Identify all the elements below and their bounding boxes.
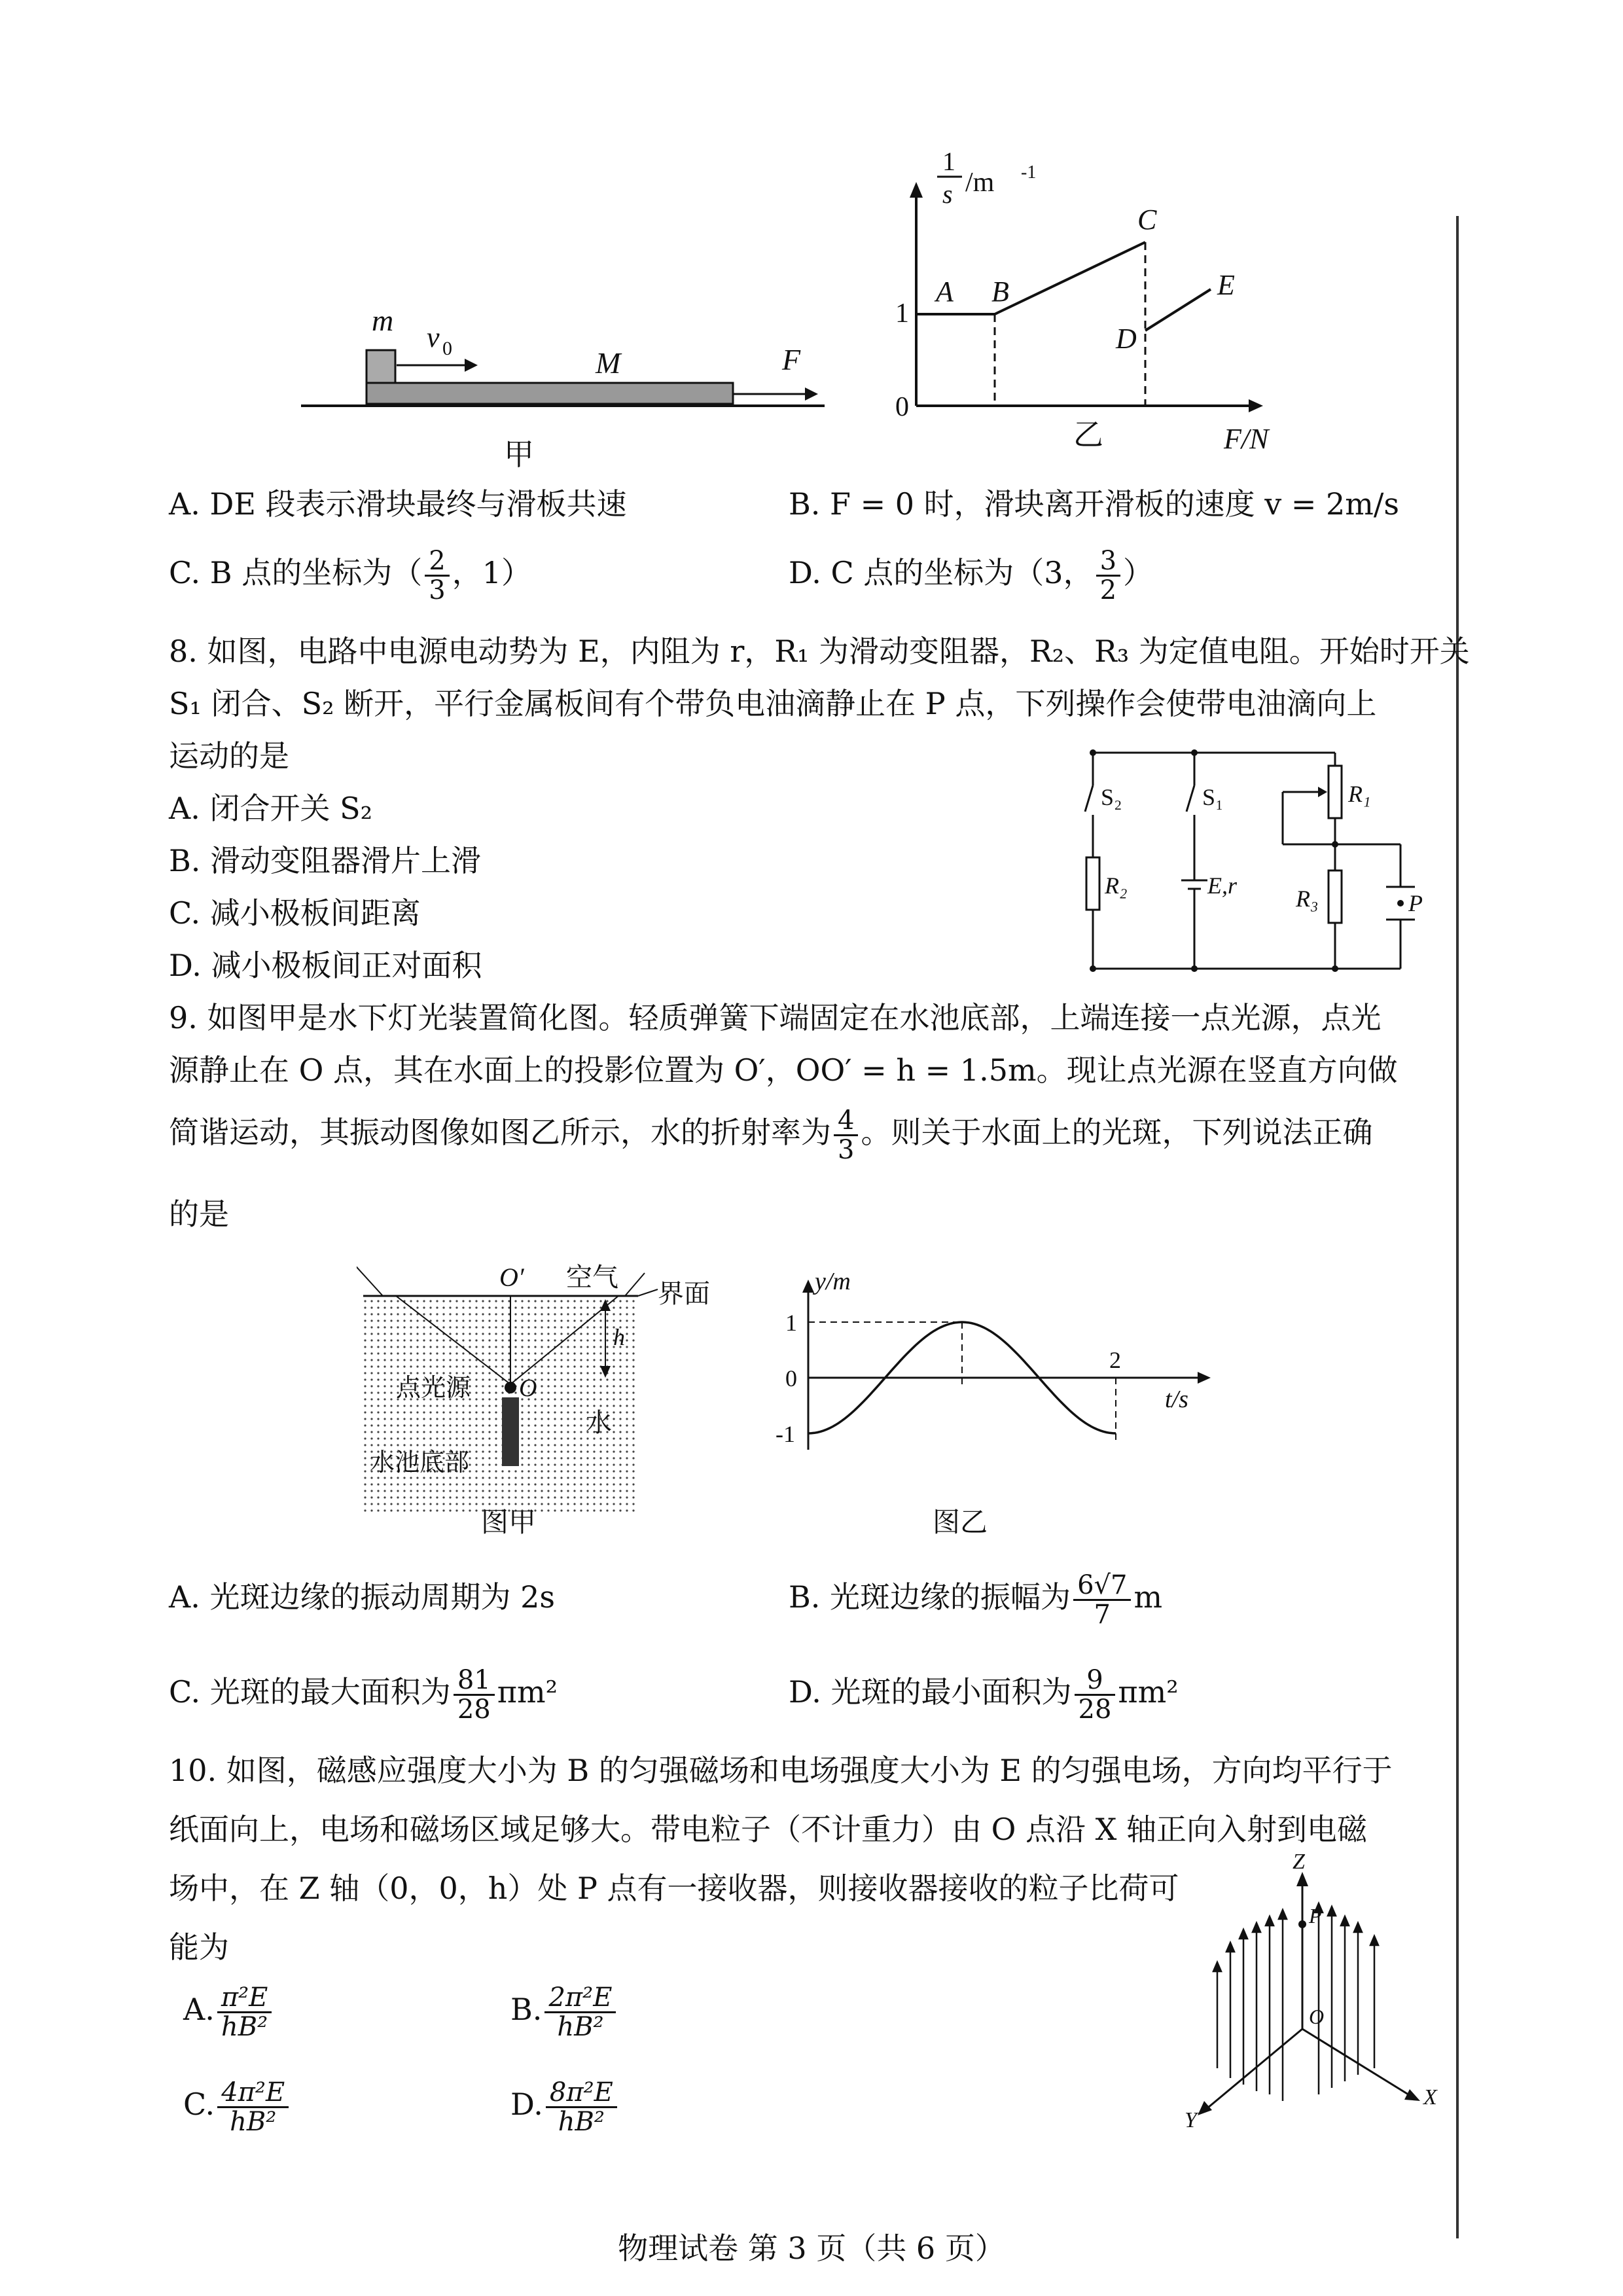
label-v0-sub: 0 [442,338,452,359]
label-p: P [1309,1904,1322,1928]
label-bottom: 水池底部 [370,1449,470,1477]
label-o: O [1309,2005,1325,2028]
q10-option-c: C. $\frac{\text{4π²E}}{\text{hB²}}$ [183,2078,291,2136]
figure-yi [877,151,1309,491]
q8-option-b: B. 滑动变阻器滑片上滑 [169,843,482,878]
caption-q9-yi: 图乙 [933,1508,988,1535]
q7-option-c: C. B 点的坐标为（ $\frac{2}{3}$ ，1） [169,545,531,605]
label-p: P [1408,890,1423,916]
page-footer-text: 物理试卷 第 3 页（共 6 页） [618,2231,1005,2266]
label-r1: R₁ [1348,781,1371,807]
label-h: h [613,1324,625,1350]
field-arrowhead [1253,1923,1260,1932]
field-arrowhead [1354,1923,1362,1932]
label-x: X [1423,2085,1437,2109]
q10-line-2: 纸面向上，电场和磁场区域足够大。带电粒子（不计重力）由 O 点沿 X 轴正向入射到电磁 [169,1812,1367,1847]
field-arrowhead [1279,1910,1287,1919]
field-arrowhead [1370,1936,1378,1945]
q9-option-b: B. 光斑边缘的振幅为 $\frac{6√7}{7}$ m [789,1570,1163,1630]
q8-line-3: 运动的是 [169,738,289,774]
q8-option-a: A. 闭合开关 S₂ [169,791,373,826]
q9-line-1: 9. 如图甲是水下灯光装置简化图。轻质弹簧下端固定在水池底部，上端连接一点光源，点光 [169,1000,1382,1035]
field-arrowhead [1213,1962,1221,1971]
circuit-diagram [1073,740,1440,988]
point-E: E [1217,269,1235,301]
label-o: O [519,1374,537,1402]
q9-line-3: 简谐运动，其振动图像如图乙所示，水的折射率为 $\frac{4}{3}$ 。则关于水面上的光斑，下列说法正确 [169,1105,1373,1165]
caption-jia: 甲 [504,438,534,471]
y-axis-unit-sup: -1 [1021,162,1037,183]
q10-option-d: D. $\frac{\text{8π²E}}{\text{hB²}}$ [510,2078,620,2136]
label-s2: S₂ [1101,784,1122,810]
figure-q9-jia [357,1260,736,1535]
caption-yi: 乙 [1073,418,1103,452]
label-air: 空气 [566,1263,618,1292]
field-arrowhead [1226,1943,1234,1952]
label-light: 点光源 [396,1374,471,1402]
q10-option-b: B. $\frac{\text{2π²E}}{\text{hB²}}$ [510,1983,618,2041]
q7-option-b: B. F = 0 时，滑块离开滑板的速度 v = 2m/s [789,486,1400,522]
label-o-prime: O′ [499,1263,524,1292]
label-r2: R₂ [1105,872,1128,899]
q7-option-a: A. DE 段表示滑块最终与滑板共速 [169,486,627,522]
field-arrowhead [1266,1916,1274,1926]
q10-line-3: 场中，在 Z 轴（0，0，h）处 P 点有一接收器，则接收器接收的粒子比荷可 [169,1871,1179,1906]
tick-2: 2 [1109,1347,1121,1373]
q9-option-c: C. 光斑的最大面积为 $\frac{81}{28}$ πm² [169,1664,558,1725]
axis-t-label: t/s [1165,1386,1188,1413]
x-axis-label: F/N [1224,423,1269,455]
q10-line-4: 能为 [169,1929,229,1965]
q9-line-2: 源静止在 O 点，其在水面上的投影位置为 O′，OO′ = h = 1.5m。现让点光源在竖直方向做 [169,1052,1398,1088]
label-m: m [372,304,394,337]
field-arrowhead [1341,1916,1349,1926]
label-y: Y [1185,2108,1197,2132]
figure-q9-yi [753,1260,1224,1535]
caption-q9-jia: 图甲 [481,1508,537,1535]
label-z: Z [1293,1852,1305,1874]
q8-option-d: D. 减小极板间正对面积 [169,948,482,983]
figure-q10-axes [1178,1852,1453,2140]
q9-option-a: A. 光斑边缘的振动周期为 2s [169,1579,555,1615]
q7-option-d: D. C 点的坐标为（3， $\frac{3}{2}$ ） [789,545,1154,605]
label-s1: S₁ [1202,784,1224,810]
y-axis-s: s [942,179,953,209]
q10-line-1: 10. 如图，磁感应强度大小为 B 的匀强磁场和电场强度大小为 E 的匀强电场，方向均平行于 [169,1753,1393,1788]
field-arrowhead [1240,1929,1247,1939]
label-M: M [596,346,621,380]
figure-jia [288,288,851,484]
point-B: B [991,276,1009,308]
tick-0: 0 [785,1365,797,1391]
axis-y-label: y/m [815,1268,851,1295]
point-D: D [1116,323,1137,355]
q9-line-4: 的是 [169,1196,229,1232]
label-interface: 界面 [658,1279,710,1308]
q9-option-d: D. 光斑的最小面积为 $\frac{9}{28}$ πm² [789,1664,1179,1725]
q8-option-c: C. 减小极板间距离 [169,895,421,931]
y-axis-1: 1 [942,151,955,176]
label-er: E,r [1207,872,1237,899]
field-arrowhead [1328,1907,1336,1916]
tick-1: 1 [895,298,909,329]
origin: 0 [895,392,909,422]
point-A: A [936,276,954,308]
label-r3: R₃ [1296,886,1319,912]
y-axis-unit: /m [965,168,995,198]
tick-m1: -1 [776,1421,795,1447]
page-edge-line [1456,216,1459,2238]
q8-line-1: 8. 如图，电路中电源电动势为 E，内阻为 r，R₁ 为滑动变阻器，R₂、R₃ 为定值电阻。开始时开关 [169,634,1470,669]
q8-line-2: S₁ 闭合、S₂ 断开，平行金属板间有个带负电油滴静止在 P 点，下列操作会使带电油滴向上 [169,686,1377,721]
page-footer [0,2222,1623,2274]
label-water: 水 [586,1408,612,1437]
label-v0: v [427,321,440,353]
label-F: F [782,343,801,376]
tick-1: 1 [785,1310,797,1336]
point-C: C [1137,204,1157,236]
q10-option-a: A. $\frac{\text{π²E}}{\text{hB²}}$ [183,1983,274,2041]
